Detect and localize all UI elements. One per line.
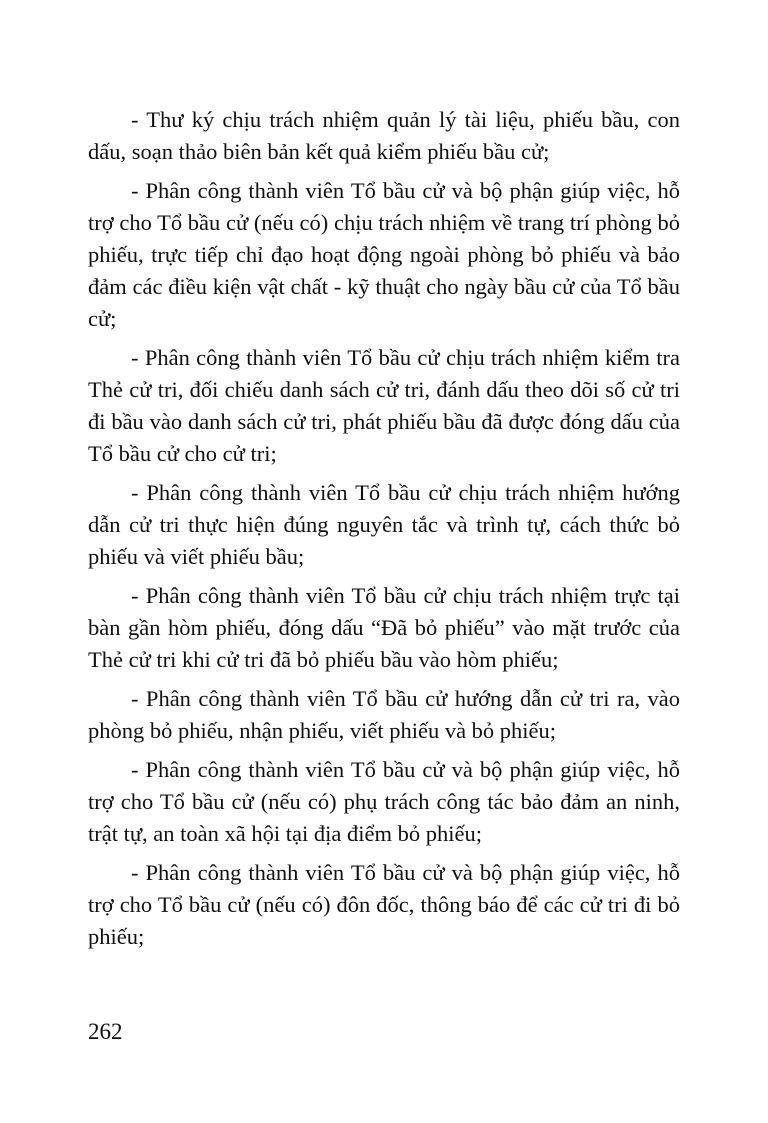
paragraph-security: - Phân công thành viên Tổ bầu cử và bộ phận giúp việc, hỗ trợ cho Tổ bầu cử (nếu có) phụ trách công tác bảo đảm an ninh, trật tự, an toàn xã hội tại địa điểm bỏ phiếu; [88, 757, 680, 846]
paragraph-secretary-duties: - Thư ký chịu trách nhiệm quản lý tài liệu, phiếu bầu, con dấu, soạn thảo biên bản kết quả kiểm phiếu bầu cử; [88, 107, 680, 164]
paragraph-voter-direction: - Phân công thành viên Tổ bầu cử hướng dẫn cử tri ra, vào phòng bỏ phiếu, nhận phiếu, viết phiếu và bỏ phiếu; [88, 686, 680, 743]
paragraph-voter-card-check: - Phân công thành viên Tổ bầu cử chịu trách nhiệm kiểm tra Thẻ cử tri, đối chiếu danh sách cử tri, đánh dấu theo dõi số cử tri đi bầu vào danh sách cử tri, phát phiếu bầu đã được đóng dấu của Tổ bầu cử cho cử tri; [88, 345, 680, 466]
page-body [88, 104, 680, 960]
paragraph-voter-notification: - Phân công thành viên Tổ bầu cử và bộ phận giúp việc, hỗ trợ cho Tổ bầu cử (nếu có) đôn đốc, thông báo để các cử tri đi bỏ phiếu; [88, 860, 680, 949]
paragraph-voting-guidance: - Phân công thành viên Tổ bầu cử chịu trách nhiệm hướng dẫn cử tri thực hiện đúng nguyên tắc và trình tự, cách thức bỏ phiếu và viết phiếu bầu; [88, 480, 680, 569]
page-number: 262 [88, 1019, 123, 1044]
paragraph-ballot-box-duty: - Phân công thành viên Tổ bầu cử chịu trách nhiệm trực tại bàn gần hòm phiếu, đóng dấu “Đã bỏ phiếu” vào mặt trước của Thẻ cử tri khi cử tri đã bỏ phiếu bầu vào hòm phiếu; [88, 583, 680, 672]
paragraph-room-decoration: - Phân công thành viên Tổ bầu cử và bộ phận giúp việc, hỗ trợ cho Tổ bầu cử (nếu có) chịu trách nhiệm về trang trí phòng bỏ phiếu, trực tiếp chỉ đạo hoạt động ngoài phòng bỏ phiếu và bảo đảm các điều kiện vật chất - kỹ thuật cho ngày bầu cử của Tổ bầu cử; [88, 178, 680, 331]
